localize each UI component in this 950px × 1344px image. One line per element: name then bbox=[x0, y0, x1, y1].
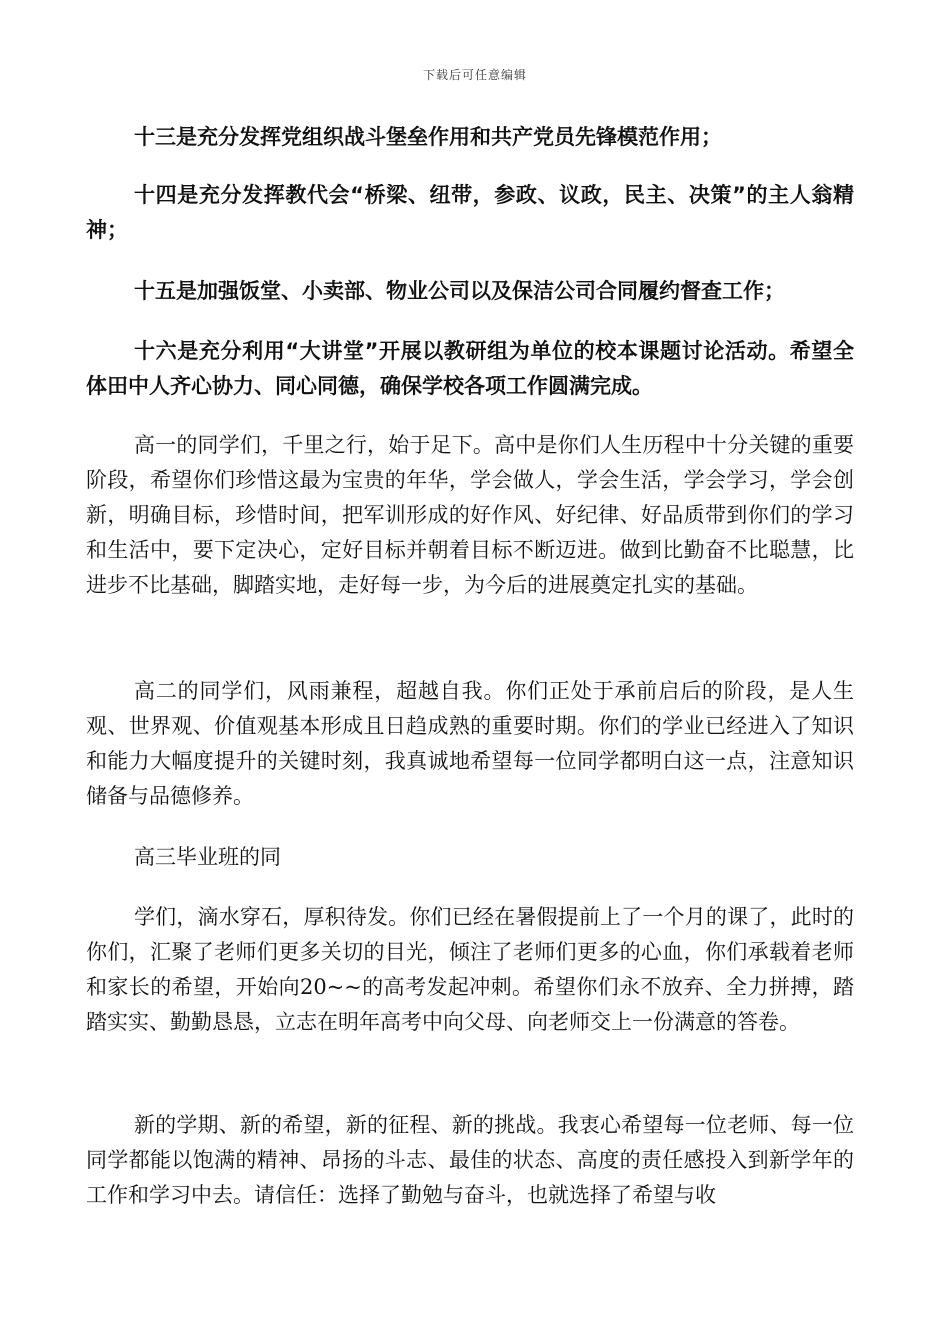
paragraph-grade-three: 学们，滴水穿石，厚积待发。你们已经在暑假提前上了一个月的课了，此时的你们，汇聚了老师们更多关切的目光，倾注了老师们更多的心血，你们承载着老师和家长的希望，开始向20~~的高考发起冲刺。希望你们永不放弃、全力拼搏，踏踏实实、勤勤恳恳，立志在明年高考中向父母、向老师交上一份满意的答卷。 bbox=[86, 905, 854, 1034]
paragraph-new-semester: 新的学期、新的希望，新的征程、新的挑战。我衷心希望每一位老师、每一位同学都能以饱满的精神、昂扬的斗志、最佳的状态、高度的责任感投入到新学年的工作和学习中去。请信任：选择了勤勉与奋斗，也就选择了希望与收 bbox=[86, 1113, 854, 1207]
paragraph-grade-two: 高二的同学们，风雨兼程，超越自我。你们正处于承前启后的阶段，是人生观、世界观、价值观基本形成且日趋成熟的重要时期。你们的学业已经进入了知识和能力大幅度提升的关键时刻，我真诚地希望每一位同学都明白这一点，注意知识储备与品德修养。 bbox=[86, 679, 854, 808]
paragraph-item-15: 十五是加强饭堂、小卖部、物业公司以及保洁公司合同履约督查工作； bbox=[134, 279, 785, 303]
page-header: 下载后可任意编辑 bbox=[422, 68, 527, 82]
paragraph-item-14: 十四是充分发挥教代会“桥梁、纽带，参政、议政，民主、决策”的主人翁精神； bbox=[86, 183, 854, 242]
paragraph-grade-three-heading: 高三毕业班的同 bbox=[134, 845, 281, 869]
paragraph-item-13: 十三是充分发挥党组织战斗堡垒作用和共产党员先锋模范作用； bbox=[134, 125, 722, 149]
paragraph-item-16: 十六是充分利用“大讲堂”开展以教研组为单位的校本课题讨论活动。希望全体田中人齐心协力、同心同德，确保学校各项工作圆满完成。 bbox=[86, 339, 854, 398]
paragraph-grade-one: 高一的同学们，千里之行，始于足下。高中是你们人生历程中十分关键的重要阶段，希望你们珍惜这最为宝贵的年华，学会做人，学会生活，学会学习，学会创新，明确目标，珍惜时间，把军训形成的好作风、好纪律、好品质带到你们的学习和生活中，要下定决心，定好目标并朝着目标不断迈进。做到比勤奋不比聪慧，比进步不比基础，脚踏实地，走好每一步，为今后的进展奠定扎实的基础。 bbox=[86, 433, 854, 597]
